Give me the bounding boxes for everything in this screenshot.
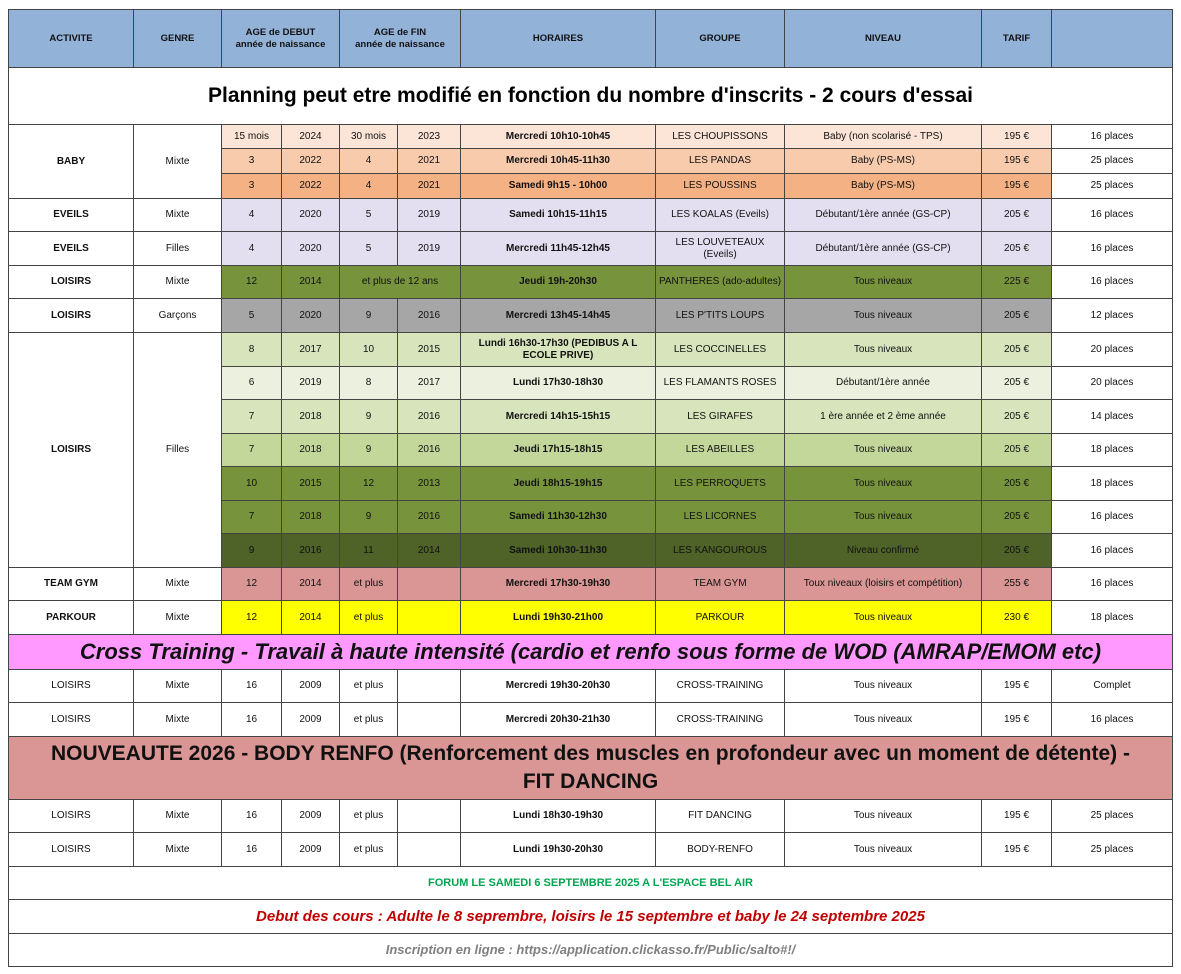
age-fin-cell: 9 (340, 400, 398, 434)
table-row (9, 199, 1173, 232)
age-fin-cell: 4 (340, 174, 398, 199)
tarif-cell: 230 € (982, 601, 1052, 635)
genre-cell: Mixte (134, 568, 222, 601)
horaire-cell: Lundi 17h30-18h30 (461, 367, 656, 400)
niveau-cell: Tous niveaux (785, 467, 982, 501)
age-debut-cell: 12 (222, 568, 282, 601)
tarif-cell: 205 € (982, 400, 1052, 434)
places-cell: 14 places (1052, 400, 1173, 434)
age-debut-cell: 16 (222, 833, 282, 867)
tarif-cell: 225 € (982, 266, 1052, 299)
tarif-cell: 195 € (982, 833, 1052, 867)
horaire-cell: Lundi 18h30-19h30 (461, 800, 656, 833)
cross-training-banner: Cross Training - Travail à haute intensité (cardio et renfo sous forme de WOD (AMRAP/EMOM etc) (9, 635, 1173, 670)
genre-cell: Mixte (134, 703, 222, 737)
table-row (9, 568, 1173, 601)
genre-cell: Mixte (134, 601, 222, 635)
tarif-cell: 205 € (982, 434, 1052, 467)
groupe-cell: LES PERROQUETS (656, 467, 785, 501)
activite-cell: LOISIRS (9, 299, 134, 333)
horaire-cell: Mercredi 10h45-11h30 (461, 149, 656, 174)
tarif-cell: 195 € (982, 800, 1052, 833)
table-row (9, 670, 1173, 703)
tarif-cell: 205 € (982, 467, 1052, 501)
annee-fin-cell: 2017 (398, 367, 461, 400)
genre-cell: Garçons (134, 299, 222, 333)
annee-fin-cell: 2015 (398, 333, 461, 367)
activite-cell: TEAM GYM (9, 568, 134, 601)
planning-table (8, 9, 1173, 967)
activite-cell: LOISIRS (9, 266, 134, 299)
niveau-cell: Tous niveaux (785, 299, 982, 333)
footer-row (9, 900, 1173, 934)
age-debut-cell: 10 (222, 467, 282, 501)
activite-cell: LOISIRS (9, 800, 134, 833)
annee-debut-cell: 2014 (282, 266, 340, 299)
horaire-cell: Samedi 9h15 - 10h00 (461, 174, 656, 199)
age-fin-cell: 12 (340, 467, 398, 501)
tarif-cell: 205 € (982, 501, 1052, 534)
age-debut-cell: 4 (222, 199, 282, 232)
age-debut-cell: 7 (222, 434, 282, 467)
groupe-cell: CROSS-TRAINING (656, 670, 785, 703)
age-fin-cell: et plus (340, 568, 398, 601)
annee-debut-cell: 2018 (282, 400, 340, 434)
banner-row (9, 635, 1173, 670)
places-cell: 16 places (1052, 125, 1173, 149)
table-row (9, 703, 1173, 737)
table-row (9, 601, 1173, 635)
places-cell: 16 places (1052, 501, 1173, 534)
table-row (9, 299, 1173, 333)
header-places (1052, 10, 1173, 68)
places-cell: 18 places (1052, 467, 1173, 501)
places-cell: 25 places (1052, 800, 1173, 833)
genre-cell: Mixte (134, 125, 222, 199)
activite-cell: EVEILS (9, 199, 134, 232)
annee-debut-cell: 2016 (282, 534, 340, 568)
header-tarif: TARIF (982, 10, 1052, 68)
annee-debut-cell: 2022 (282, 174, 340, 199)
tarif-cell: 205 € (982, 232, 1052, 266)
groupe-cell: LES GIRAFES (656, 400, 785, 434)
annee-debut-cell: 2022 (282, 149, 340, 174)
age-debut-cell: 7 (222, 501, 282, 534)
activite-cell: LOISIRS (9, 333, 134, 568)
horaire-cell: Mercredi 19h30-20h30 (461, 670, 656, 703)
tarif-cell: 195 € (982, 174, 1052, 199)
age-debut-cell: 4 (222, 232, 282, 266)
table-row (9, 833, 1173, 867)
niveau-cell: Débutant/1ère année (785, 367, 982, 400)
places-cell: 16 places (1052, 232, 1173, 266)
annee-fin-cell (398, 601, 461, 635)
age-fin-cell: et plus (340, 703, 398, 737)
annee-debut-cell: 2014 (282, 568, 340, 601)
annee-fin-cell: 2014 (398, 534, 461, 568)
annee-debut-cell: 2018 (282, 434, 340, 467)
header-groupe: GROUPE (656, 10, 785, 68)
places-cell: 16 places (1052, 703, 1173, 737)
groupe-cell: LES KANGOUROUS (656, 534, 785, 568)
age-fin-cell: 9 (340, 434, 398, 467)
groupe-cell: PARKOUR (656, 601, 785, 635)
tarif-cell: 205 € (982, 299, 1052, 333)
age-debut-cell: 3 (222, 149, 282, 174)
groupe-cell: TEAM GYM (656, 568, 785, 601)
annee-fin-cell (398, 833, 461, 867)
planning-notice: Planning peut etre modifié en fonction du nombre d'inscrits - 2 cours d'essai (9, 68, 1173, 125)
places-cell: 20 places (1052, 333, 1173, 367)
age-debut-cell: 8 (222, 333, 282, 367)
tarif-cell: 205 € (982, 333, 1052, 367)
annee-debut-cell: 2020 (282, 299, 340, 333)
niveau-cell: Tous niveaux (785, 703, 982, 737)
niveau-cell: 1 ère année et 2 ème année (785, 400, 982, 434)
niveau-cell: Tous niveaux (785, 833, 982, 867)
horaire-cell: Samedi 11h30-12h30 (461, 501, 656, 534)
forum-notice: FORUM LE SAMEDI 6 SEPTEMBRE 2025 A L'ESPACE BEL AIR (9, 867, 1173, 900)
activite-cell: LOISIRS (9, 833, 134, 867)
groupe-cell: LES COCCINELLES (656, 333, 785, 367)
niveau-cell: Baby (PS-MS) (785, 149, 982, 174)
groupe-cell: BODY-RENFO (656, 833, 785, 867)
age-debut-cell: 6 (222, 367, 282, 400)
genre-cell: Filles (134, 232, 222, 266)
horaire-cell: Lundi 19h30-21h00 (461, 601, 656, 635)
annee-debut-cell: 2020 (282, 199, 340, 232)
genre-cell: Mixte (134, 266, 222, 299)
header-age-fin-line1: AGE de FIN (373, 26, 427, 38)
genre-cell: Filles (134, 333, 222, 568)
places-cell: 25 places (1052, 149, 1173, 174)
tarif-cell: 205 € (982, 367, 1052, 400)
annee-fin-cell (398, 670, 461, 703)
groupe-cell: CROSS-TRAINING (656, 703, 785, 737)
age-debut-cell: 16 (222, 800, 282, 833)
places-cell: 18 places (1052, 601, 1173, 635)
activite-cell: LOISIRS (9, 670, 134, 703)
horaire-cell: Mercredi 13h45-14h45 (461, 299, 656, 333)
groupe-cell: LES FLAMANTS ROSES (656, 367, 785, 400)
age-debut-cell: 12 (222, 601, 282, 635)
niveau-cell: Tous niveaux (785, 601, 982, 635)
age-debut-cell: 15 mois (222, 125, 282, 149)
annee-debut-cell: 2024 (282, 125, 340, 149)
banner-row (9, 68, 1173, 125)
activite-cell: BABY (9, 125, 134, 199)
groupe-cell: LES KOALAS (Eveils) (656, 199, 785, 232)
horaire-cell: Jeudi 19h-20h30 (461, 266, 656, 299)
places-cell: Complet (1052, 670, 1173, 703)
activite-cell: EVEILS (9, 232, 134, 266)
annee-debut-cell: 2015 (282, 467, 340, 501)
start-dates-notice: Debut des cours : Adulte le 8 seprembre, loisirs le 15 septembre et baby le 24 septembre 2025 (9, 900, 1173, 934)
horaire-cell: Lundi 19h30-20h30 (461, 833, 656, 867)
places-cell: 20 places (1052, 367, 1173, 400)
annee-debut-cell: 2009 (282, 703, 340, 737)
places-cell: 25 places (1052, 174, 1173, 199)
footer-row (9, 867, 1173, 900)
age-fin-cell: et plus de 12 ans (340, 266, 461, 299)
groupe-cell: PANTHERES (ado-adultes) (656, 266, 785, 299)
annee-fin-cell (398, 568, 461, 601)
groupe-cell: LES ABEILLES (656, 434, 785, 467)
places-cell: 12 places (1052, 299, 1173, 333)
table-row (9, 125, 1173, 149)
table-row (9, 800, 1173, 833)
online-registration-link[interactable]: Inscription en ligne : https://application.clickasso.fr/Public/salto#!/ (9, 934, 1173, 967)
header-age-debut-line1: AGE de DEBUT (245, 26, 316, 38)
tarif-cell: 255 € (982, 568, 1052, 601)
niveau-cell: Niveau confirmé (785, 534, 982, 568)
niveau-cell: Débutant/1ère année (GS-CP) (785, 199, 982, 232)
age-fin-cell: 30 mois (340, 125, 398, 149)
genre-cell: Mixte (134, 199, 222, 232)
annee-fin-cell (398, 800, 461, 833)
niveau-cell: Toux niveaux (loisirs et compétition) (785, 568, 982, 601)
annee-debut-cell: 2014 (282, 601, 340, 635)
annee-debut-cell: 2009 (282, 670, 340, 703)
horaire-cell: Samedi 10h15-11h15 (461, 199, 656, 232)
niveau-cell: Tous niveaux (785, 501, 982, 534)
age-fin-cell: 8 (340, 367, 398, 400)
annee-fin-cell: 2021 (398, 174, 461, 199)
horaire-cell: Mercredi 20h30-21h30 (461, 703, 656, 737)
annee-fin-cell: 2016 (398, 299, 461, 333)
age-debut-cell: 9 (222, 534, 282, 568)
activite-cell: LOISIRS (9, 703, 134, 737)
age-debut-cell: 3 (222, 174, 282, 199)
header-age-debut (222, 10, 340, 68)
annee-debut-cell: 2020 (282, 232, 340, 266)
annee-debut-cell: 2019 (282, 367, 340, 400)
header-age-debut-line2: année de naissance (235, 38, 326, 50)
table-row (9, 232, 1173, 266)
annee-debut-cell: 2009 (282, 833, 340, 867)
header-horaires: HORAIRES (461, 10, 656, 68)
body-renfo-banner-line2: FIT DANCING (522, 770, 659, 793)
groupe-cell: LES PANDAS (656, 149, 785, 174)
niveau-cell: Tous niveaux (785, 266, 982, 299)
tarif-cell: 195 € (982, 149, 1052, 174)
places-cell: 16 places (1052, 199, 1173, 232)
niveau-cell: Tous niveaux (785, 333, 982, 367)
age-fin-cell: et plus (340, 800, 398, 833)
activite-cell: PARKOUR (9, 601, 134, 635)
places-cell: 16 places (1052, 266, 1173, 299)
annee-fin-cell: 2016 (398, 400, 461, 434)
niveau-cell: Baby (non scolarisé - TPS) (785, 125, 982, 149)
age-fin-cell: et plus (340, 601, 398, 635)
horaire-cell: Mercredi 10h10-10h45 (461, 125, 656, 149)
annee-fin-cell: 2021 (398, 149, 461, 174)
annee-fin-cell: 2019 (398, 199, 461, 232)
tarif-cell: 195 € (982, 670, 1052, 703)
places-cell: 16 places (1052, 568, 1173, 601)
tarif-cell: 205 € (982, 534, 1052, 568)
groupe-cell: LES CHOUPISSONS (656, 125, 785, 149)
age-debut-cell: 7 (222, 400, 282, 434)
footer-row (9, 934, 1173, 967)
header-age-fin (340, 10, 461, 68)
age-debut-cell: 12 (222, 266, 282, 299)
annee-debut-cell: 2018 (282, 501, 340, 534)
age-fin-cell: 9 (340, 299, 398, 333)
annee-fin-cell: 2013 (398, 467, 461, 501)
age-debut-cell: 16 (222, 670, 282, 703)
header-genre: GENRE (134, 10, 222, 68)
genre-cell: Mixte (134, 670, 222, 703)
annee-fin-cell (398, 703, 461, 737)
age-debut-cell: 5 (222, 299, 282, 333)
age-fin-cell: 9 (340, 501, 398, 534)
niveau-cell: Débutant/1ère année (GS-CP) (785, 232, 982, 266)
tarif-cell: 195 € (982, 125, 1052, 149)
horaire-cell: Jeudi 17h15-18h15 (461, 434, 656, 467)
horaire-cell: Mercredi 17h30-19h30 (461, 568, 656, 601)
horaire-cell: Mercredi 11h45-12h45 (461, 232, 656, 266)
age-fin-cell: 11 (340, 534, 398, 568)
annee-debut-cell: 2009 (282, 800, 340, 833)
horaire-cell: Samedi 10h30-11h30 (461, 534, 656, 568)
annee-fin-cell: 2016 (398, 501, 461, 534)
annee-debut-cell: 2017 (282, 333, 340, 367)
age-fin-cell: et plus (340, 833, 398, 867)
niveau-cell: Baby (PS-MS) (785, 174, 982, 199)
body-renfo-banner (9, 737, 1173, 800)
age-fin-cell: 4 (340, 149, 398, 174)
banner-row (9, 737, 1173, 800)
table-row (9, 266, 1173, 299)
places-cell: 25 places (1052, 833, 1173, 867)
table-row (9, 333, 1173, 367)
annee-fin-cell: 2023 (398, 125, 461, 149)
horaire-cell: Jeudi 18h15-19h15 (461, 467, 656, 501)
tarif-cell: 205 € (982, 199, 1052, 232)
body-renfo-banner-line1: NOUVEAUTE 2026 - BODY RENFO (Renforcement des muscles en profondeur avec un moment de détente) - (51, 742, 1130, 765)
groupe-cell: LES LICORNES (656, 501, 785, 534)
genre-cell: Mixte (134, 833, 222, 867)
niveau-cell: Tous niveaux (785, 670, 982, 703)
niveau-cell: Tous niveaux (785, 434, 982, 467)
age-fin-cell: 5 (340, 232, 398, 266)
genre-cell: Mixte (134, 800, 222, 833)
header-activite: ACTIVITE (9, 10, 134, 68)
annee-fin-cell: 2016 (398, 434, 461, 467)
horaire-cell: Mercredi 14h15-15h15 (461, 400, 656, 434)
groupe-cell: LES LOUVETEAUX (Eveils) (656, 232, 785, 266)
age-fin-cell: et plus (340, 670, 398, 703)
age-fin-cell: 10 (340, 333, 398, 367)
groupe-cell: LES P'TITS LOUPS (656, 299, 785, 333)
age-fin-cell: 5 (340, 199, 398, 232)
groupe-cell: FIT DANCING (656, 800, 785, 833)
header-niveau: NIVEAU (785, 10, 982, 68)
horaire-cell: Lundi 16h30-17h30 (PEDIBUS A L ECOLE PRIVE) (461, 333, 656, 367)
age-debut-cell: 16 (222, 703, 282, 737)
annee-fin-cell: 2019 (398, 232, 461, 266)
header-row (9, 10, 1173, 68)
places-cell: 18 places (1052, 434, 1173, 467)
tarif-cell: 195 € (982, 703, 1052, 737)
groupe-cell: LES POUSSINS (656, 174, 785, 199)
places-cell: 16 places (1052, 534, 1173, 568)
niveau-cell: Tous niveaux (785, 800, 982, 833)
header-age-fin-line2: année de naissance (355, 38, 445, 50)
